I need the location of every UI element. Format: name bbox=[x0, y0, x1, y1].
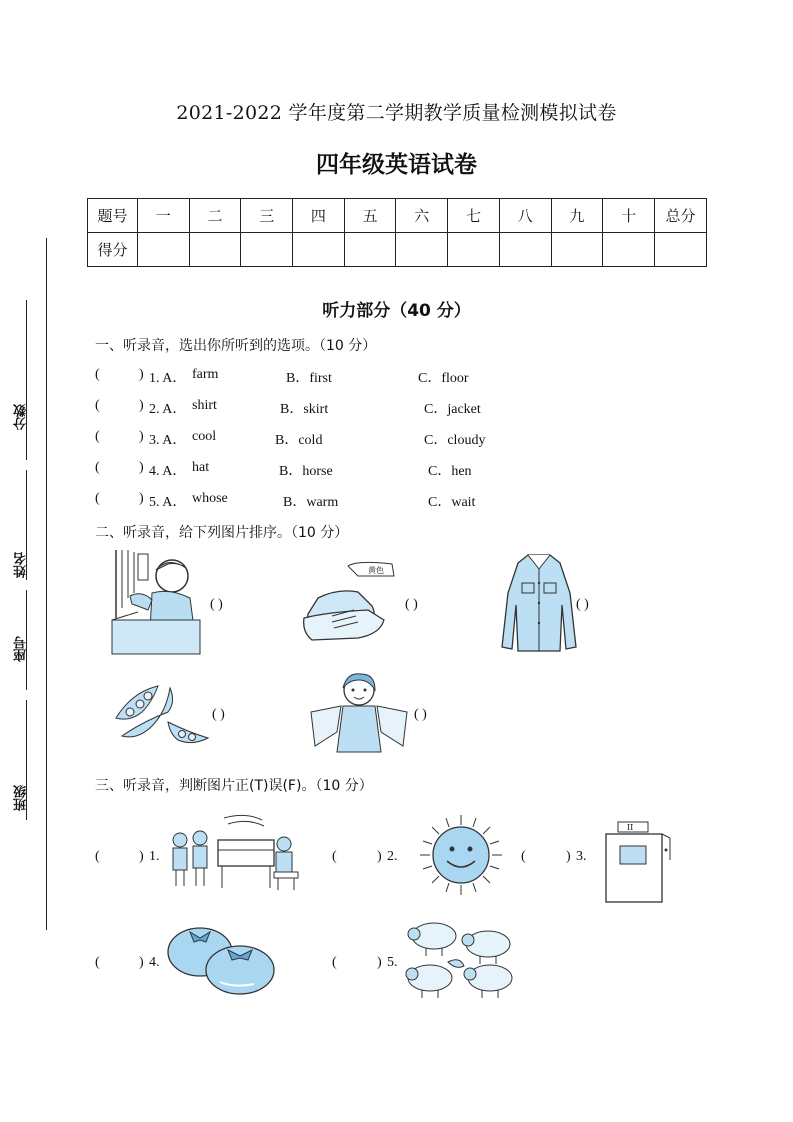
answer-paren-open[interactable]: ( bbox=[95, 398, 100, 413]
option-a: cool bbox=[192, 429, 217, 444]
option-a: hat bbox=[192, 460, 210, 475]
question-number: 2. bbox=[387, 849, 398, 864]
answer-paren-open[interactable]: ( bbox=[95, 955, 100, 970]
answer-paren-close[interactable]: ) bbox=[377, 955, 382, 970]
bean-pods-picture bbox=[112, 682, 212, 748]
part3-heading: 三、听录音，判断图片正(T)误(F)。（10 分） bbox=[95, 778, 373, 794]
question-number: 1. bbox=[149, 849, 160, 864]
option-a: farm bbox=[192, 367, 219, 382]
table-cell: 二 bbox=[189, 199, 241, 233]
shirt-picture bbox=[500, 553, 578, 653]
score-input-cell[interactable] bbox=[551, 233, 603, 267]
answer-blank[interactable]: ( ) bbox=[414, 707, 427, 722]
score-input-cell[interactable] bbox=[241, 233, 293, 267]
table-cell: 五 bbox=[344, 199, 396, 233]
answer-blank[interactable]: ( ) bbox=[210, 597, 223, 612]
question-number: 5. bbox=[387, 955, 398, 970]
option-b: B．horse bbox=[279, 464, 333, 479]
side-label-class: 班级 bbox=[14, 785, 29, 811]
side-label-seat: 座号 bbox=[14, 636, 29, 662]
answer-blank[interactable]: ( ) bbox=[576, 597, 589, 612]
answer-paren-close[interactable]: ) bbox=[377, 849, 382, 864]
answer-paren-open[interactable]: ( bbox=[95, 429, 100, 444]
answer-paren-close[interactable]: ) bbox=[139, 849, 144, 864]
answer-paren-close[interactable]: ) bbox=[139, 398, 144, 413]
table-cell: 一 bbox=[138, 199, 190, 233]
music-class-picture bbox=[166, 810, 302, 892]
answer-paren-open[interactable]: ( bbox=[332, 955, 337, 970]
answer-paren-close[interactable]: ) bbox=[139, 460, 144, 475]
option-c: C．hen bbox=[428, 464, 472, 479]
score-table bbox=[87, 198, 707, 267]
side-label-score: 分数 bbox=[14, 404, 29, 430]
answer-paren-open[interactable]: ( bbox=[95, 491, 100, 506]
table-cell: 九 bbox=[551, 199, 603, 233]
option-a: shirt bbox=[192, 398, 217, 413]
answer-paren-open[interactable]: ( bbox=[332, 849, 337, 864]
answer-paren-open[interactable]: ( bbox=[95, 849, 100, 864]
answer-paren-close[interactable]: ) bbox=[139, 367, 144, 382]
table-cell: 十 bbox=[603, 199, 655, 233]
score-line bbox=[26, 300, 27, 460]
score-input-cell[interactable] bbox=[189, 233, 241, 267]
score-input-cell[interactable] bbox=[603, 233, 655, 267]
exam-subtitle: 四年级英语试卷 bbox=[316, 152, 477, 178]
part2-heading: 二、听录音，给下列图片排序。（10 分） bbox=[95, 525, 349, 541]
table-cell: 得分 bbox=[88, 233, 138, 267]
question-number: 1. A． bbox=[149, 371, 187, 386]
shoes-picture bbox=[298, 558, 398, 646]
answer-blank[interactable]: ( ) bbox=[405, 597, 418, 612]
sun-picture bbox=[414, 815, 508, 895]
part1-heading: 一、听录音，选出你所听到的选项。（10 分） bbox=[95, 338, 377, 354]
table-cell: 八 bbox=[499, 199, 551, 233]
door-sign-text: II bbox=[627, 823, 634, 832]
score-input-cell[interactable] bbox=[293, 233, 345, 267]
option-b: B．first bbox=[286, 371, 332, 386]
score-input-cell[interactable] bbox=[448, 233, 500, 267]
option-c: C．jacket bbox=[424, 402, 481, 417]
option-c: C．cloudy bbox=[424, 433, 486, 448]
girl-picture bbox=[307, 672, 411, 754]
boy-at-desk-picture bbox=[108, 548, 208, 658]
shoe-tag-text: 黄色 bbox=[368, 566, 384, 575]
score-table-header-row bbox=[88, 199, 707, 233]
question-number: 4. A． bbox=[149, 464, 187, 479]
binding-line bbox=[46, 238, 47, 930]
sheep-picture bbox=[404, 916, 518, 1006]
table-cell: 七 bbox=[448, 199, 500, 233]
exam-title: 2021-2022 学年度第二学期教学质量检测模拟试卷 bbox=[176, 102, 617, 124]
score-input-cell[interactable] bbox=[655, 233, 707, 267]
score-table-score-row bbox=[88, 233, 707, 267]
table-cell: 总分 bbox=[655, 199, 707, 233]
option-a: whose bbox=[192, 491, 228, 506]
answer-blank[interactable]: ( ) bbox=[212, 707, 225, 722]
table-cell: 六 bbox=[396, 199, 448, 233]
answer-paren-open[interactable]: ( bbox=[521, 849, 526, 864]
option-b: B．skirt bbox=[280, 402, 329, 417]
answer-paren-close[interactable]: ) bbox=[566, 849, 571, 864]
answer-paren-open[interactable]: ( bbox=[95, 367, 100, 382]
question-number: 5. A． bbox=[149, 495, 187, 510]
option-b: B．warm bbox=[283, 495, 339, 510]
question-number: 4. bbox=[149, 955, 160, 970]
door-picture bbox=[604, 820, 676, 904]
score-input-cell[interactable] bbox=[344, 233, 396, 267]
score-input-cell[interactable] bbox=[138, 233, 190, 267]
table-cell: 题号 bbox=[88, 199, 138, 233]
question-number: 3. bbox=[576, 849, 587, 864]
question-number: 3. A． bbox=[149, 433, 187, 448]
option-b: B．cold bbox=[275, 433, 323, 448]
tomatoes-picture bbox=[164, 924, 278, 998]
score-input-cell[interactable] bbox=[499, 233, 551, 267]
table-cell: 三 bbox=[241, 199, 293, 233]
answer-paren-open[interactable]: ( bbox=[95, 460, 100, 475]
answer-paren-close[interactable]: ) bbox=[139, 491, 144, 506]
option-c: C．floor bbox=[418, 371, 469, 386]
side-label-name: 姓名 bbox=[14, 552, 29, 578]
section-title: 听力部分（40 分） bbox=[322, 301, 471, 321]
answer-paren-close[interactable]: ) bbox=[139, 955, 144, 970]
answer-paren-close[interactable]: ) bbox=[139, 429, 144, 444]
table-cell: 四 bbox=[293, 199, 345, 233]
question-number: 2. A． bbox=[149, 402, 187, 417]
option-c: C．wait bbox=[428, 495, 476, 510]
score-input-cell[interactable] bbox=[396, 233, 448, 267]
